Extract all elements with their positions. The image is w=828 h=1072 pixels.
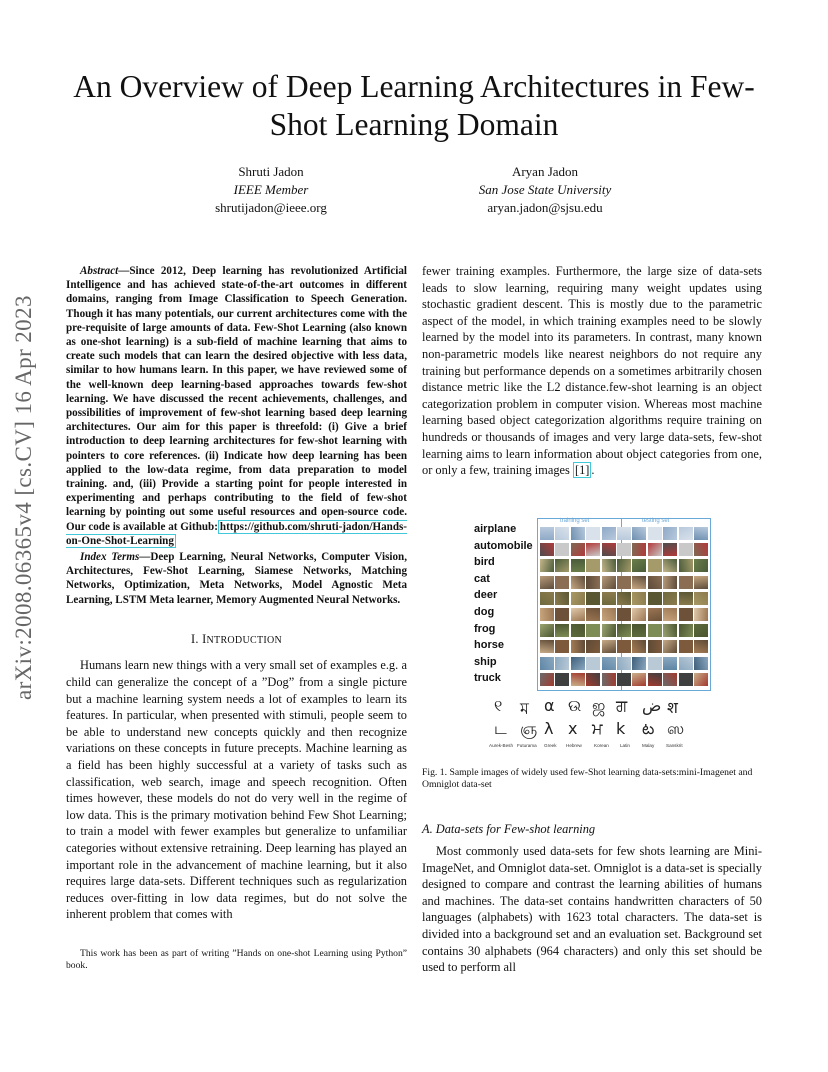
thumbnail-image — [632, 592, 646, 605]
author-name: Aryan Jadon — [511, 164, 579, 179]
thumbnail-image — [602, 608, 616, 621]
right-paragraph-end: . — [591, 463, 595, 478]
thumbnail-image — [694, 673, 708, 686]
section-heading-introduction — [66, 631, 407, 650]
thumbnail-image — [617, 576, 631, 589]
thumbnail-image — [632, 576, 646, 589]
thumbnail-image — [648, 640, 662, 653]
footnote: This work has been as part of writing ”Hands on one-shot Learning using Python” book. — [66, 948, 407, 971]
thumbnail-image — [648, 559, 662, 572]
thumbnail-image — [679, 657, 693, 670]
thumbnail-image — [632, 640, 646, 653]
thumbnail-image — [540, 592, 554, 605]
thumbnail-image — [679, 559, 693, 572]
thumbnail-image — [555, 608, 569, 621]
thumbnail-image — [540, 640, 554, 653]
thumbnail-image — [694, 543, 708, 556]
thumbnail-image — [679, 640, 693, 653]
thumbnail-image — [663, 592, 677, 605]
thumbnail-image — [602, 559, 616, 572]
thumbnail-image — [679, 608, 693, 621]
thumbnail-image — [648, 673, 662, 686]
class-label-dog: dog — [474, 606, 495, 618]
index-terms-text: Deep Learning, Neural Networks, Computer Vision, Architectures, Few-Shot Learning, Siamese Networks, Matching Networks, Optimization, Meta Networks, Model Agnostic Meta Learning, LSTM Meta learner, Memory Augmented Neural Networks. — [66, 551, 407, 606]
arxiv-identifier: arXiv:2008.06365v4 [cs.CV] 16 Apr 2023 — [11, 295, 36, 700]
thumbnail-image — [555, 527, 569, 540]
author-email: shrutijadon@ieee.org — [215, 200, 327, 215]
index-terms-lead: Index Terms — [80, 551, 140, 564]
thumbnail-image — [663, 559, 677, 572]
thumbnail-image — [602, 657, 616, 670]
thumbnail-image — [679, 592, 693, 605]
omniglot-character: ୧ — [494, 696, 503, 715]
thumbnail-image — [679, 624, 693, 637]
thumbnail-image — [586, 673, 600, 686]
class-label-cat: cat — [474, 572, 490, 585]
alphabet-label: Aurek-Besh — [489, 743, 514, 748]
omniglot-character: ஜ — [592, 696, 606, 715]
thumbnail-image — [617, 592, 631, 605]
thumbnail-image — [663, 657, 677, 670]
thumbnail-image — [571, 673, 585, 686]
omniglot-character: α — [544, 696, 555, 715]
omniglot-character: श — [667, 698, 678, 717]
class-label-airplane: airplane — [474, 523, 517, 535]
alphabet-label: Latin — [620, 743, 630, 748]
thumbnail-image — [586, 592, 600, 605]
section-numeral: I. — [190, 631, 203, 646]
thumbnail-image — [663, 673, 677, 686]
author-1 — [151, 163, 391, 217]
thumbnail-image — [571, 576, 585, 589]
author-affiliation: San Jose State University — [478, 182, 612, 197]
alphabet-label: Greek — [544, 743, 557, 748]
alphabet-label: Futurama — [517, 743, 537, 748]
index-terms: Index Terms—Deep Learning, Neural Networks, Computer Vision, Architectures, Few-Shot Learning, Siamese Networks, Matching Networks, Optimization, Meta Networks, Model Agnostic Meta Learning, LSTM Meta learner, Memory Augmented Neural Networks. — [66, 551, 407, 606]
thumbnail-image — [571, 592, 585, 605]
author-2 — [425, 163, 665, 217]
class-label-ship: ship — [474, 655, 497, 668]
thumbnail-image — [617, 527, 631, 540]
thumbnail-image — [663, 608, 677, 621]
thumbnail-image — [694, 559, 708, 572]
thumbnail-image — [586, 657, 600, 670]
thumbnail-image — [648, 624, 662, 637]
thumbnail-image — [694, 624, 708, 637]
right-column-top — [422, 263, 762, 479]
omniglot-character: ਗ — [616, 696, 628, 715]
omniglot-character: ஞ — [520, 719, 538, 738]
thumbnail-image — [586, 576, 600, 589]
thumbnail-image — [555, 673, 569, 686]
thumbnail-image — [602, 576, 616, 589]
thumbnail-image — [632, 673, 646, 686]
class-label-deer: deer — [474, 589, 498, 602]
thumbnail-image — [663, 527, 677, 540]
thumbnail-image — [648, 608, 662, 621]
thumbnail-image — [571, 624, 585, 637]
thumbnail-image — [602, 592, 616, 605]
thumbnail-image — [540, 657, 554, 670]
omniglot-character: ض — [642, 696, 662, 715]
thumbnail-image — [555, 624, 569, 637]
thumbnail-image — [648, 592, 662, 605]
thumbnail-image — [632, 527, 646, 540]
thumbnail-image — [540, 576, 554, 589]
image-grid — [537, 518, 711, 691]
abstract-lead: Abstract — [80, 265, 119, 277]
thumbnail-image — [648, 657, 662, 670]
thumbnail-image — [540, 624, 554, 637]
thumbnail-image — [648, 527, 662, 540]
right-paragraph-text: fewer training examples. Furthermore, the large size of data-sets leads to slow learning, requiring many weight updates using stochastic gradient descent. This is mostly due to the parametric aspect of the model, in which training examples need to be slowly learned by the model into its parameters. In contrast, many known non-parametric models like nearest neighbors do not require any training but performance depends on a sometimes arbitrarily chosen distance metric like the L2 distance.few-shot learning is an object categorization problem in computer vision. Whereas most machine learning based object categorization algorithms require training on hundreds or thousands of images and very large data-sets, few-shot learning aims to learn information about object categories from one, or only a few, training images — [422, 264, 762, 478]
thumbnail-image — [571, 559, 585, 572]
alphabet-label: Hebrew — [566, 743, 582, 748]
section-rest: NTRODUCTION — [206, 634, 283, 646]
paper-title: An Overview of Deep Learning Architectures in Few-Shot Learning Domain — [73, 69, 755, 142]
thumbnail-image — [602, 673, 616, 686]
thumbnail-image — [586, 543, 600, 556]
alphabet-label: Korean — [594, 743, 609, 748]
thumbnail-image — [648, 576, 662, 589]
thumbnail-image — [679, 576, 693, 589]
omniglot-character: ட — [494, 719, 507, 738]
intro-paragraph: Humans learn new things with a very small set of examples e.g. a child can generalize the concept of a ”Dog” from a single picture but a machine learning system needs a lot of examples to learn its features. In particular, when presented with stimuli, people seem to be able to understand new concepts quickly and then recognize variations on these concepts in future precepts. Machine learning as a field has been highly successful at a variety of tasks such as classification, web search, image and speech recognition. Often times however, these models do not do very well in the regime of low data. This is the primary motivation behind Few Shot Learning; to train a model with fewer examples but generalize to unfamiliar categories without extensive retraining. Deep learning has played an important role in the advancement of machine learning, but it also requires large data-sets. Different techniques such as regularization reduces over-fitting in low data regimes, but do not solve the inherent problem that comes with — [66, 658, 407, 922]
alphabet-label: Malay — [642, 743, 655, 748]
omniglot-character: ట — [642, 719, 655, 738]
thumbnail-image — [571, 527, 585, 540]
thumbnail-image — [602, 624, 616, 637]
thumbnail-image — [602, 640, 616, 653]
thumbnail-image — [586, 624, 600, 637]
github-link[interactable]: https://github.com/shruti-jadon/Hands-on-One-Shot-Learning — [66, 520, 407, 547]
figure-1 — [474, 510, 744, 755]
class-label-automobile: automobile — [474, 539, 533, 552]
author-affiliation: IEEE Member — [233, 182, 309, 197]
thumbnail-image — [586, 527, 600, 540]
omniglot-character: k — [616, 719, 626, 738]
thumbnail-image — [663, 640, 677, 653]
training-set-label: training set — [560, 518, 590, 524]
abstract: Abstract—Since 2012, Deep learning has revolutionized Artificial Intelligence and has achieved state-of-the-art outcomes in different domains, ranging from Image Classification to Speech Generation. Though it has many potentials, our current architectures come with the pre-requisite of large amounts of data. Few-Shot Learning (also known as one-shot learning) is a sub-field of machine learning that aims to create such models that can learn the desired objective with less data, similar to how humans learn. In this paper, we have reviewed some of the well-known deep learning-based approaches towards few-shot learning. We have discussed the recent achievements, challenges, and possibilities of improvement of few-shot learning based deep learning architectures. Our aim for this paper is threefold: (i) Give a brief introduction to deep learning architectures for few-shot learning with pointers to core references. (ii) Indicate how deep learning has been applied to the low-data regime, from data preparation to model training. and, (iii) Provide a starting point for people interested in experimenting and perhaps contributing to the field of few-shot learning by pointing out some useful resources and open-source code. Our code is available at Github: https://github.com/shruti-jadon/Hands-on-One-Shot-Learning — [66, 265, 407, 547]
omniglot-character: ম — [520, 699, 529, 718]
thumbnail-image — [617, 559, 631, 572]
thumbnail-image — [694, 608, 708, 621]
thumbnail-image — [663, 624, 677, 637]
thumbnail-image — [540, 673, 554, 686]
author-email: aryan.jadon@sjsu.edu — [487, 200, 603, 215]
thumbnail-image — [571, 608, 585, 621]
thumbnail-image — [586, 640, 600, 653]
thumbnail-image — [540, 543, 554, 556]
class-label-frog: frog — [474, 622, 496, 635]
omniglot-character: λ — [544, 719, 554, 738]
left-column — [66, 264, 407, 923]
thumbnail-image — [694, 592, 708, 605]
thumbnail-image — [617, 543, 631, 556]
thumbnail-image — [617, 640, 631, 653]
omniglot-character: ଉ — [568, 696, 582, 715]
thumbnail-image — [555, 543, 569, 556]
thumbnail-image — [617, 624, 631, 637]
alphabet-label: Sanskrit — [666, 743, 683, 748]
thumbnail-image — [632, 657, 646, 670]
class-label-horse: horse — [474, 639, 504, 652]
thumbnail-image — [679, 543, 693, 556]
thumbnail-image — [555, 592, 569, 605]
thumbnail-image — [540, 559, 554, 572]
thumbnail-image — [555, 576, 569, 589]
thumbnail-image — [632, 624, 646, 637]
section-first-letter: I — [202, 631, 207, 646]
thumbnail-image — [679, 527, 693, 540]
thumbnail-image — [540, 608, 554, 621]
thumbnail-image — [648, 543, 662, 556]
thumbnail-image — [571, 657, 585, 670]
thumbnail-image — [602, 527, 616, 540]
thumbnail-image — [632, 559, 646, 572]
testing-set-label: testing set — [642, 518, 670, 524]
thumbnail-image — [571, 543, 585, 556]
thumbnail-image — [694, 527, 708, 540]
author-name: Shruti Jadon — [238, 164, 304, 179]
thumbnail-image — [663, 543, 677, 556]
class-label-truck: truck — [474, 672, 501, 685]
thumbnail-image — [555, 657, 569, 670]
thumbnail-image — [617, 608, 631, 621]
omniglot-character: ஸ — [667, 719, 685, 738]
thumbnail-image — [663, 576, 677, 589]
subsection-heading: A. Data-sets for Few-shot learning — [422, 822, 596, 836]
abstract-text: Since 2012, Deep learning has revolutionized Artificial Intelligence and has achieved state-of-the-art outcomes in different domains, ranging from Image Classification to Speech Generation. Though it has many potentials, our current architectures come with the pre-requisite of large amounts of data. Few-Shot Learning (also known as one-shot learning) is a sub-field of machine learning that aims to create such models that can learn the desired objective with less data, similar to how humans learn. In this paper, we have reviewed some of the well-known deep learning-based approaches towards few-shot learning. We have discussed the recent achievements, challenges, and possibilities of improvement of few-shot learning based deep learning architectures. Our aim for this paper is threefold: (i) Give a brief introduction to deep learning architectures for few-shot learning with pointers to core references. (ii) Indicate how deep learning has been applied to the low-data regime, from data preparation to model training. and, (iii) Provide a starting point for people interested in experimenting and perhaps contributing to the field of few-shot learning by pointing out some useful resources and open-source code. Our code is available at Github: — [66, 265, 407, 533]
thumbnail-image — [694, 576, 708, 589]
thumbnail-image — [617, 673, 631, 686]
thumbnail-image — [586, 559, 600, 572]
thumbnail-image — [694, 657, 708, 670]
thumbnail-image — [586, 608, 600, 621]
class-label-bird: bird — [474, 556, 495, 569]
right-column-bottom — [422, 843, 762, 976]
thumbnail-image — [571, 640, 585, 653]
datasets-paragraph: Most commonly used data-sets for few shots learning are Mini-ImageNet, and Omniglot data-set. Omniglot is a data-set is specially designed to compare and contrast the learning abilities of humans and machines. The data-set contains handwritten characters of 50 languages (alphabets) with 1623 total characters. The data-set is divided into a background set and an evaluation set. Background set contains 30 alphabets (964 characters) and only this set should be used to perform all — [422, 844, 762, 975]
thumbnail-image — [679, 673, 693, 686]
figure-caption: Fig. 1. Sample images of widely used few-Shot learning data-sets:mini-Imagenet and Omniglot data-set — [422, 767, 753, 791]
omniglot-character: х — [568, 719, 578, 738]
thumbnail-image — [555, 640, 569, 653]
thumbnail-image — [694, 640, 708, 653]
thumbnail-image — [632, 543, 646, 556]
thumbnail-image — [602, 543, 616, 556]
citation-link[interactable]: [1] — [574, 463, 590, 478]
thumbnail-image — [632, 608, 646, 621]
thumbnail-image — [540, 527, 554, 540]
right-paragraph — [422, 263, 762, 479]
thumbnail-image — [617, 657, 631, 670]
thumbnail-image — [555, 559, 569, 572]
omniglot-character: ਮ — [592, 719, 603, 738]
